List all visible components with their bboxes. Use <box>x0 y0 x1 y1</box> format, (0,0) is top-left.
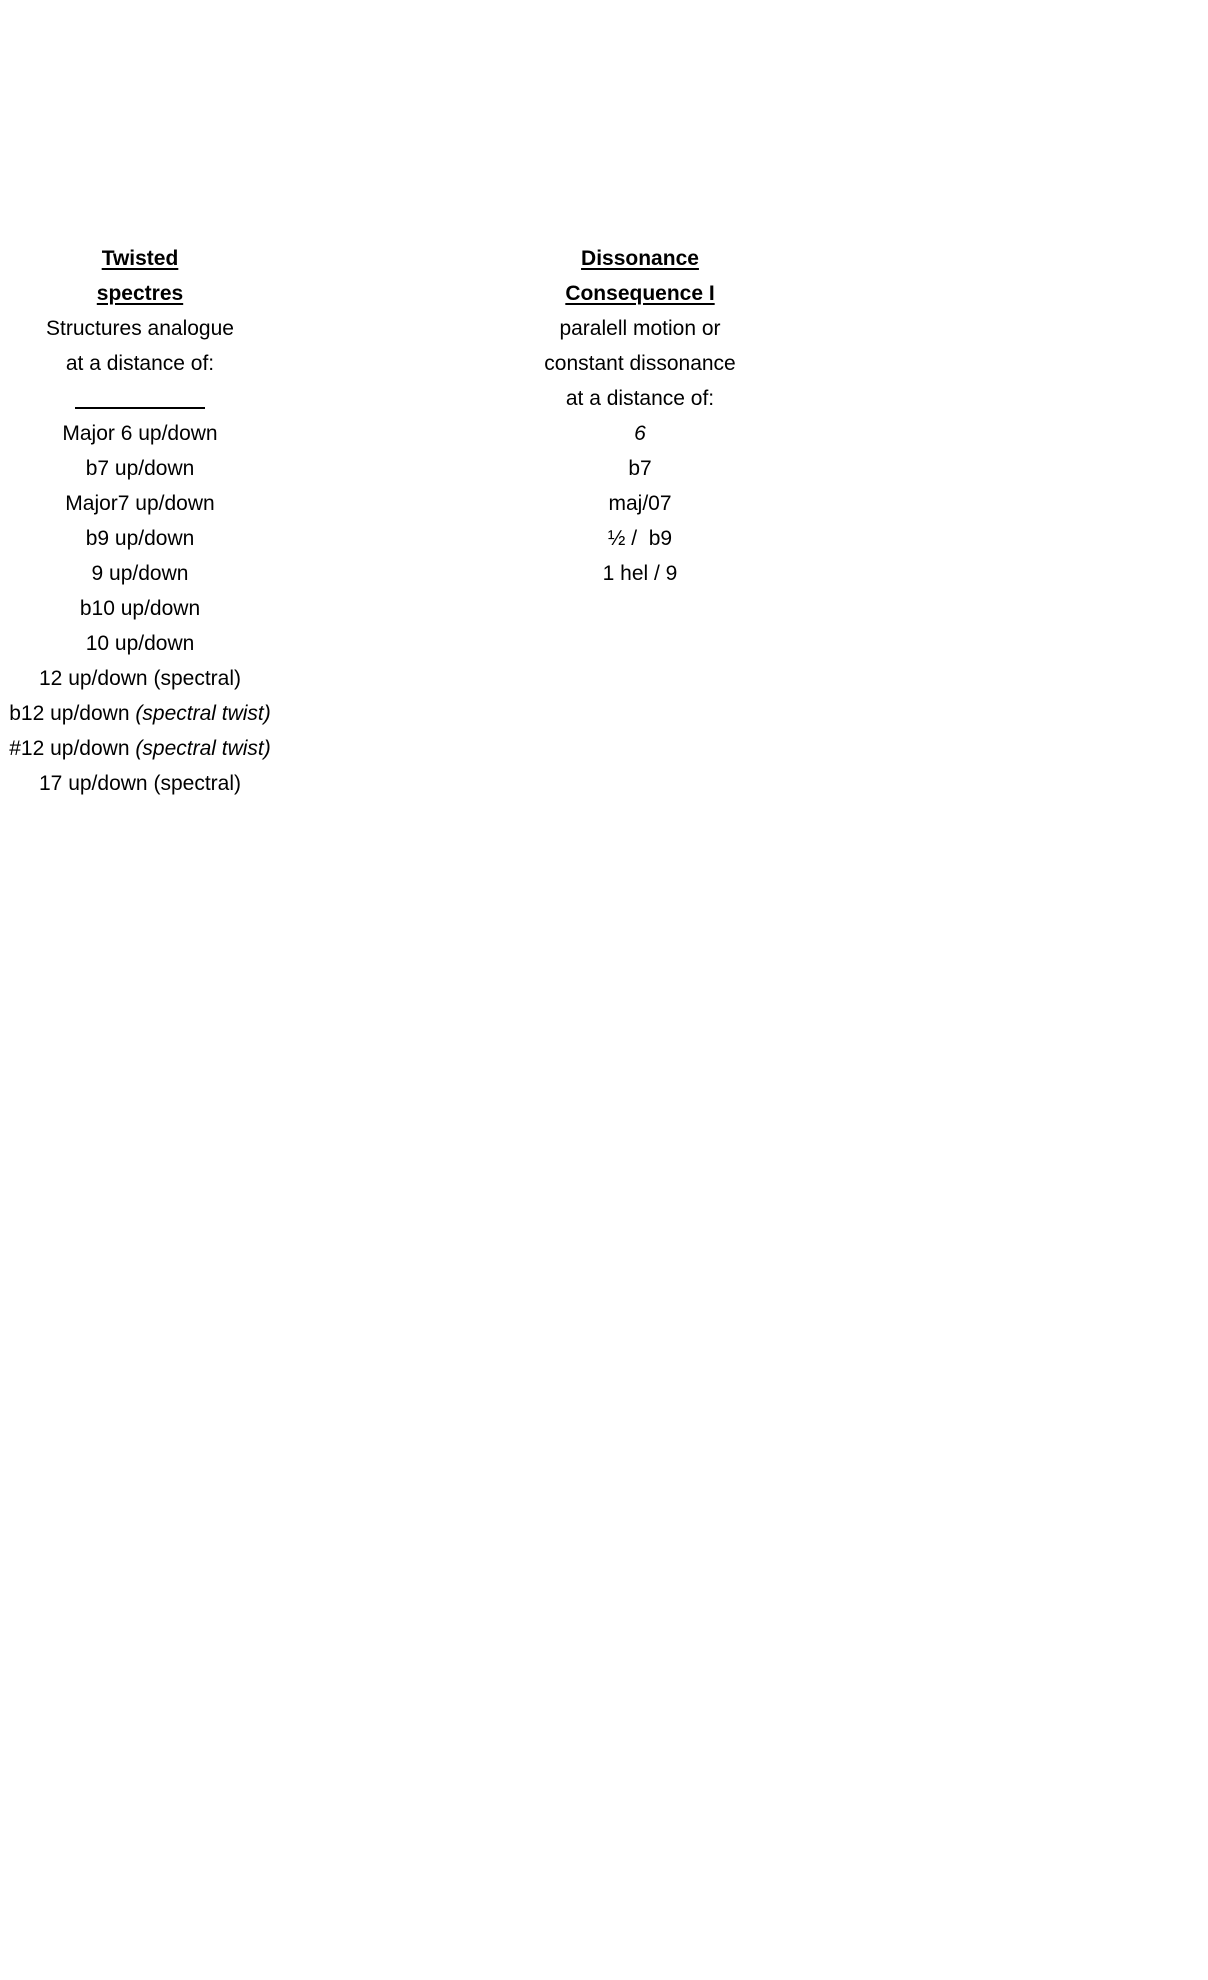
interval-note: (spectral twist) <box>135 737 271 760</box>
column-subtitle-line: at a distance of: <box>65 352 215 375</box>
dissonance-title <box>490 241 790 311</box>
interval-note: (spectral twist) <box>135 702 271 725</box>
dissonance-item: 1 hel / 9 <box>602 562 678 585</box>
column-subtitle-line: at a distance of: <box>565 387 715 410</box>
column-title-line: spectres <box>96 282 184 305</box>
interval-main: 9 up/down <box>91 562 189 585</box>
interval-item <box>0 486 280 521</box>
interval-item <box>0 661 280 696</box>
dissonance-item: b7 <box>628 457 652 480</box>
dissonance-item: ½ / b9 <box>607 527 673 550</box>
interval-main: 17 up/down <box>39 772 148 795</box>
twisted-spectres-title <box>0 241 280 311</box>
column-subtitle-line: Structures analogue <box>46 317 234 340</box>
interval-main: 10 up/down <box>85 632 195 655</box>
column-title-line: Dissonance <box>581 247 699 270</box>
interval-main: Major7 up/down <box>65 492 215 515</box>
dissonance-subtitle <box>490 311 790 416</box>
interval-item <box>0 626 280 661</box>
dissonance-list <box>490 416 790 591</box>
interval-item <box>0 591 280 626</box>
interval-main: #12 up/down <box>9 737 130 760</box>
interval-item <box>0 556 280 591</box>
column-title-line: Twisted <box>101 247 179 270</box>
interval-item <box>0 416 280 451</box>
dissonance-item: 6 <box>634 422 646 445</box>
twisted-spectres-subtitle <box>0 311 280 381</box>
column-subtitle-line: constant dissonance <box>544 352 736 375</box>
interval-note: (spectral) <box>153 772 241 795</box>
interval-note: (spectral) <box>153 667 241 690</box>
interval-main: b10 up/down <box>79 597 201 620</box>
dissonance-item: maj/07 <box>608 492 672 515</box>
interval-main: Major 6 up/down <box>62 422 218 445</box>
column-subtitle-line: paralell motion or <box>559 317 721 340</box>
divider-line <box>0 381 280 416</box>
interval-main: b7 up/down <box>85 457 195 480</box>
interval-item <box>0 766 280 801</box>
interval-item <box>0 521 280 556</box>
interval-item <box>0 731 280 766</box>
interval-main: b9 up/down <box>85 527 195 550</box>
interval-main: 12 up/down <box>39 667 148 690</box>
interval-list <box>0 416 280 801</box>
interval-item <box>0 451 280 486</box>
column-title-line: Consequence I <box>565 282 715 305</box>
twisted-spectres-column <box>0 241 280 801</box>
dissonance-consequence-column <box>490 241 790 591</box>
interval-main: b12 up/down <box>9 702 130 725</box>
interval-item <box>0 696 280 731</box>
